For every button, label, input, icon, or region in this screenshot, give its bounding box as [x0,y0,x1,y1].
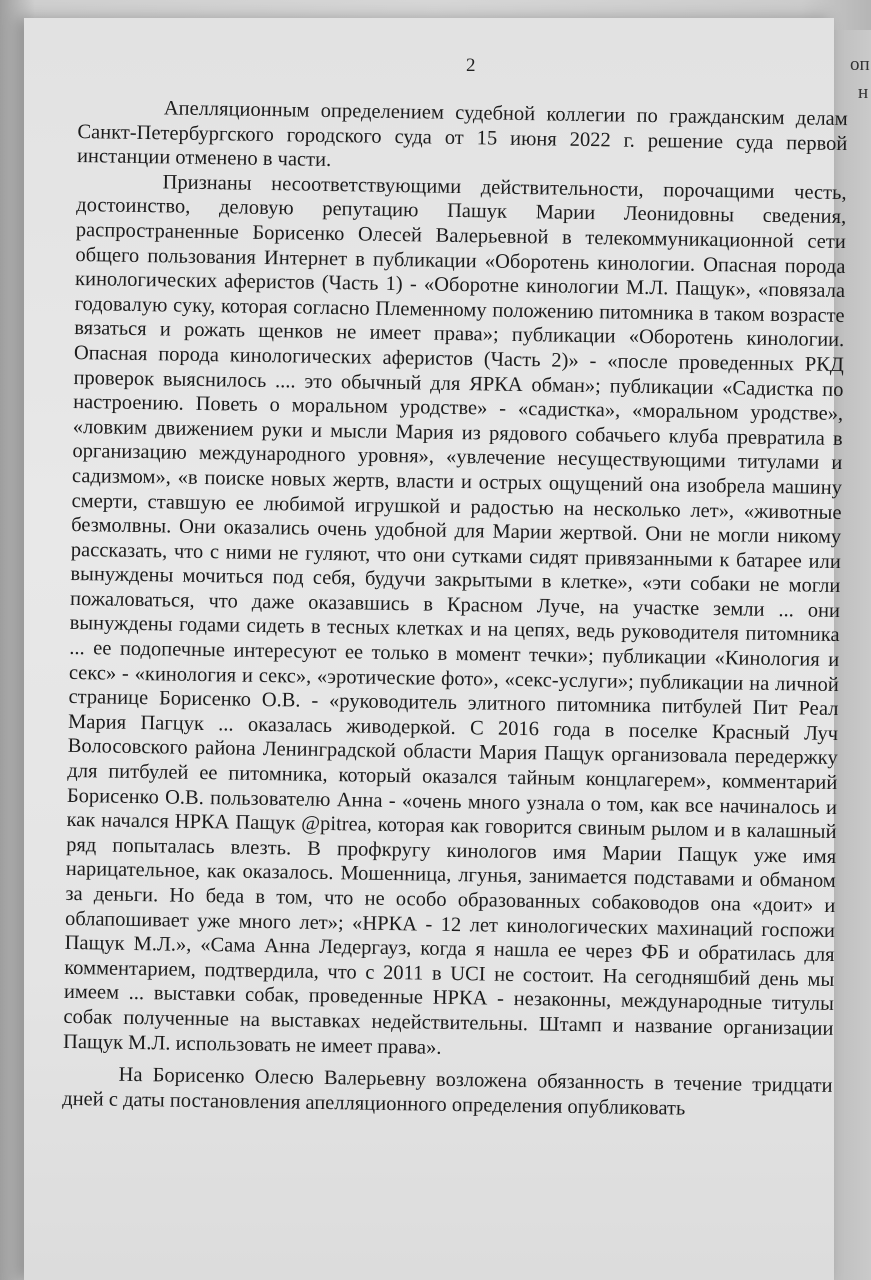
edge-fragment-1: оп [850,54,870,75]
paragraph-recognized-statements: Признаны несоответствующими действительности, порочащими честь, достоинство, деловую репутацию Пашук Марии Леонидовны сведения, распространенные Борисенко Олесей Валерьевной в телекоммуникационной сети общего пользования Интернет в публикации «Оборотень кинологии. Опасная порода кинологических аферистов (Часть 1) - «Оборотне кинологии М.Л. Пащук», «повязала годовалую суку, которая согласно Племенному положению питомника в таком возрасте вязаться и рожать щенков не имеет права»; публикации «Оборотень кинологии. Опасная порода кинологических аферистов (Часть 2)» - «после проведенных РКД проверок выяснилось .... это обычный для ЯРКА обман»; публикации «Садистка по настроению. Поветь о моральном уродстве» - «садистка», «моральном уродстве», «ловким движением руки и мысли Мария из рядового собачьего клуба превратила в организацию международного уровня», «увлечение несуществующими титулами и садизмом», «в поиске новых жертв, власти и острых ощущений она изобрела машину смерти, ставшую ее любимой игрушкой и радостью на несколько лет», «животные безмолвны. Они оказались очень удобной для Марии жертвой. Они не могли никому рассказать, что с ними не гуляют, что они сутками сидят привязанными к батарее или вынуждены мочиться под себя, будучи закрытыми в клетке», «эти собаки не могли пожаловаться, что даже оказавшись в Красном Луче, на участке земли ... они вынуждены годами сидеть в тесных клетках и на цепях, ведь руководителя питомника ... ее подопечные интересуют ее только в момент течки»; публикации «Кинология и секс» - «кинология и секс», «эротические фото», «секс-услуги»; публикации на личной странице Борисенко О.В. - «руководитель элитного питомника питбулей Пит Реал Мария Пагцук ... оказалась живодеркой. С 2016 года в поселке Красный Луч Волосовского района Ленинградской области Мария Пащук организовала передержку для питбулей ее питомника, который оказался тайным концлагерем», комментарий Борисенко О.В. пользователю Анна - «очень много узнала о том, как все начиналось и как начался НРКА Пащук @pitrea, которая как говорится свиным рылом и в калашный ряд попыталась влезть. В профкругу кинологов имя Марии Пащук уже имя нарицательное, как оказалось. Мошенница, лгунья, занимается подставами и обманом за деньги. Но беда в том, что не особо образованных собаководов она «доит» и облапошивает уже много лет»; «НРКА - 12 лет кинологических махинаций госпожи Пащук М.Л.», «Сама Анна Ледергауз, когда я нашла ее через ФБ и обратилась для комментарием, подтвердила, что с 2011 в UCI не состоит. На сегодняшбий день мы имеем ... выставки собак, проведенные НРКА - незаконны, международные титулы собак полученные на выставках недействительны. Штамп и название организации Пащук М.Л. использовать не имеет права». [62,171,847,1059]
page-number: 2 [466,55,476,76]
edge-fragment-2: н [858,82,869,103]
document-text [62,95,848,1123]
paragraph-appeal-ruling: Апелляционным определением судебной коллегии по гражданским делам Санкт-Петербургского городского суда от 15 июня 2022 г. решение суда первой инстанции отменено в части. [76,97,848,172]
paragraph-obligation: На Борисенко Олесю Валерьевну возложена обязанность в течение тридцати дней с даты постановления апелляционного определения опубликовать [62,1063,833,1120]
